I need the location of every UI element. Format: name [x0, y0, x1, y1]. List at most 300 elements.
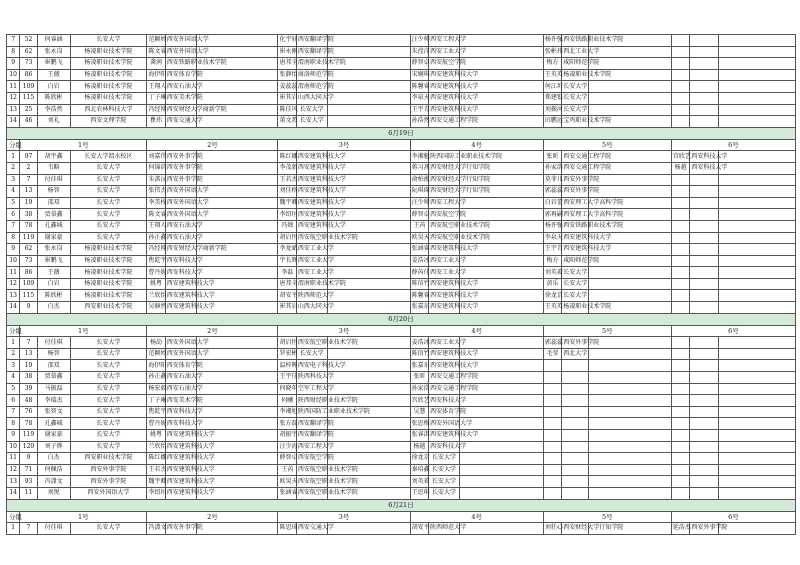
participant-school: 长安大学 — [70, 418, 147, 430]
participant-name: 西安翻译学院 — [296, 430, 327, 442]
group-header-row — [7, 139, 796, 151]
participant-name: 刘悦 — [37, 487, 70, 499]
participant-number: 张嘉东 — [410, 360, 428, 372]
participant-school — [719, 46, 796, 58]
participant-name: 西安建筑科技大学 — [429, 69, 460, 81]
row-index: 10 — [7, 255, 20, 267]
participant-number: 刘佳格 — [278, 186, 296, 198]
participant-name: 长安大学 — [562, 267, 589, 279]
participant-name: 西安建筑科技大学 — [429, 244, 460, 256]
participant-number: 王翔人 — [147, 81, 165, 93]
participant-number: 13 — [20, 186, 37, 198]
participant-name: 西安航空学院 — [429, 209, 460, 221]
participant-name: 西安建筑科技大学 — [165, 487, 196, 499]
participant-name: 西安石油大学 — [165, 220, 196, 232]
participant-name: 白岩 — [37, 278, 70, 290]
participant-name — [690, 35, 719, 47]
participant-number — [543, 360, 561, 372]
participant-school — [719, 162, 796, 174]
participant-name: 付佳琪 — [37, 337, 70, 349]
participant-number: 兰欣怡 — [147, 441, 165, 453]
participant-school — [719, 430, 796, 442]
participant-school — [719, 232, 796, 244]
participant-number: 郭蕊蕊 — [543, 337, 561, 349]
table-row — [7, 46, 796, 58]
participant-number: 71 — [20, 464, 37, 476]
table-row — [7, 232, 796, 244]
table-row — [7, 395, 796, 407]
participant-number — [671, 418, 689, 430]
participant-number: 丁子琳 — [147, 92, 165, 104]
participant-number: 魏宇卿 — [278, 197, 296, 209]
participant-number: 王若杰 — [147, 464, 165, 476]
participant-number — [671, 81, 689, 93]
participant-number: 胡安平 — [278, 290, 296, 302]
table-row — [7, 360, 796, 372]
participant-name: 长安大学 — [562, 278, 589, 290]
participant-school — [196, 232, 278, 244]
participant-number: 119 — [20, 232, 37, 244]
participant-number: 11 — [20, 487, 37, 499]
participant-name: 西安外事学院 — [165, 162, 196, 174]
participant-name: 何睿涵 — [37, 35, 70, 47]
participant-school — [719, 278, 796, 290]
participant-school — [459, 209, 543, 221]
participant-school: 长安大学 — [70, 232, 147, 244]
row-index: 12 — [7, 92, 20, 104]
participant-name — [690, 58, 719, 70]
participant-number — [543, 395, 561, 407]
group-header-label: 分组 — [7, 511, 20, 523]
participant-name: 长安大学 — [296, 104, 327, 116]
date-label: 6月19日 — [7, 127, 796, 139]
row-index: 2 — [7, 348, 20, 360]
participant-school: 西安外事学院 — [70, 476, 147, 488]
row-index: 7 — [7, 220, 20, 232]
participant-name — [690, 220, 719, 232]
participant-school — [719, 81, 796, 93]
participant-number: 汪少帅 — [410, 35, 428, 47]
participant-school: 西安职业技术学院 — [70, 302, 147, 314]
participant-number: 胡振宇 — [278, 430, 296, 442]
participant-number: 7 — [20, 523, 37, 535]
group-number-header: 6号 — [671, 325, 795, 337]
participant-name: 西安美术学院 — [165, 395, 196, 407]
participant-number: 2 — [20, 162, 37, 174]
participant-school — [588, 453, 671, 465]
participant-name: 西安翻译学院 — [296, 418, 327, 430]
participant-number: 109 — [20, 81, 37, 93]
participant-number: 张方磊 — [278, 418, 296, 430]
participant-name: 长安大学 — [429, 453, 460, 465]
participant-name — [690, 278, 719, 290]
participant-name: 西安交通工程学院 — [562, 151, 589, 163]
group-number-header: 1号 — [20, 139, 147, 151]
participant-school — [327, 348, 410, 360]
participant-school — [459, 487, 543, 499]
participant-number: 张涵睿 — [410, 244, 428, 256]
participant-number: 19 — [20, 197, 37, 209]
participant-name: 西安科技大学 — [165, 255, 196, 267]
participant-number: 陈红娜 — [278, 151, 296, 163]
participant-name — [690, 46, 719, 58]
table-row — [7, 302, 796, 314]
participant-name: 西安外事学院 — [562, 186, 589, 198]
participant-school — [588, 441, 671, 453]
participant-name: 杨智 — [37, 348, 70, 360]
participant-name — [690, 476, 719, 488]
participant-number: 刘狂心 — [543, 523, 561, 535]
table-row — [7, 372, 796, 384]
participant-name: 西安建筑科技大学 — [429, 430, 460, 442]
participant-school — [327, 302, 410, 314]
participant-name: 西安航空学院 — [429, 58, 460, 70]
table-row — [7, 337, 796, 349]
participant-number: 薛智卓 — [410, 209, 428, 221]
participant-name: 西安建筑科技大学 — [562, 244, 589, 256]
participant-name: 商洛师范学院 — [296, 69, 327, 81]
row-index: 12 — [7, 464, 20, 476]
participant-name: 西安财经大学行知学院 — [429, 174, 460, 186]
participant-school: 长安大学 — [70, 209, 147, 221]
participant-school — [719, 418, 796, 430]
participant-name — [690, 372, 719, 384]
participant-name: 西安翻译学院 — [296, 46, 327, 58]
group-number-header: 4号 — [410, 511, 543, 523]
participant-number: 张睿淇 — [410, 430, 428, 442]
table-row — [7, 430, 796, 442]
participant-name: 西安外事学院 — [562, 174, 589, 186]
row-index: 10 — [7, 69, 20, 81]
participant-name: 刘礼 — [37, 116, 70, 128]
participant-name — [690, 267, 719, 279]
participant-name: 崔鹏飞 — [37, 58, 70, 70]
table-row — [7, 487, 796, 499]
participant-number: 冯经博 — [147, 104, 165, 116]
table-row — [7, 35, 796, 47]
participant-school — [719, 372, 796, 384]
participant-school — [719, 69, 796, 81]
participant-number: 姜浩冰 — [410, 337, 428, 349]
group-header-label: 分组 — [7, 325, 20, 337]
participant-name — [562, 372, 589, 384]
participant-number — [671, 267, 689, 279]
participant-school — [459, 464, 543, 476]
participant-number: 兰欣怡 — [147, 290, 165, 302]
participant-number: 欧昊天 — [410, 232, 428, 244]
participant-school: 长安大学 — [70, 441, 147, 453]
participant-name — [690, 197, 719, 209]
group-number-header: 1号 — [20, 325, 147, 337]
participant-name: 西安科技大学 — [690, 162, 719, 174]
participant-number — [671, 476, 689, 488]
participant-name: 西安财经大学商新学院 — [165, 104, 196, 116]
participant-name: 西安工业大学 — [296, 244, 327, 256]
participant-school: 长安大学 — [70, 360, 147, 372]
participant-name — [562, 487, 589, 499]
participant-school — [588, 255, 671, 267]
participant-name: 孔鑫城 — [37, 418, 70, 430]
participant-name: 长安大学 — [562, 290, 589, 302]
participant-name: 西安工业大学 — [296, 267, 327, 279]
participant-name: 西安交通工程学院 — [562, 162, 589, 174]
participant-number — [543, 406, 561, 418]
participant-number: 田鹏远 — [543, 116, 561, 128]
participant-school — [719, 35, 796, 47]
table-row — [7, 116, 796, 128]
participant-name: 西安建筑科技大学 — [296, 162, 327, 174]
participant-school — [588, 104, 671, 116]
participant-school — [719, 186, 796, 198]
participant-name: 西安体育学院 — [429, 406, 460, 418]
participant-school: 长安大学 — [70, 162, 147, 174]
participant-number: 李泉天 — [543, 232, 561, 244]
participant-number — [671, 220, 689, 232]
participant-name: 西安铁路职业技术学院 — [562, 220, 589, 232]
table-row — [7, 418, 796, 430]
participant-name: 张永岗 — [37, 46, 70, 58]
participant-school — [196, 116, 278, 128]
participant-number: 海伊阳 — [147, 360, 165, 372]
participant-number: 张嘉东 — [410, 302, 428, 314]
participant-name: 西安工程大学 — [429, 35, 460, 47]
participant-name: 李瑞杰 — [37, 395, 70, 407]
participant-number: 115 — [20, 92, 37, 104]
participant-name: 西安建筑科技大学 — [296, 174, 327, 186]
participant-name: 西安外国语大学 — [165, 209, 196, 221]
row-index: 11 — [7, 453, 20, 465]
participant-number: 宇长辉 — [278, 255, 296, 267]
table-row — [7, 476, 796, 488]
participant-school: 杨凌职业技术学院 — [70, 81, 147, 93]
participant-school — [196, 151, 278, 163]
participant-name: 西安航空职业技术学院 — [296, 464, 327, 476]
participant-school — [588, 406, 671, 418]
participant-name: 西安建筑科技大学 — [429, 278, 460, 290]
participant-name: 谢家豪 — [37, 430, 70, 442]
participant-name: 西安交通工程学院 — [429, 383, 460, 395]
participant-school — [719, 441, 796, 453]
participant-school — [459, 35, 543, 47]
participant-school: 长安大学 — [70, 174, 147, 186]
participant-school — [588, 348, 671, 360]
participant-name: 张智文 — [37, 406, 70, 418]
participant-number — [671, 360, 689, 372]
participant-number: 王宇青 — [543, 244, 561, 256]
participant-number: 38 — [20, 372, 37, 384]
participant-number: 刘英着 — [543, 267, 561, 279]
participant-school — [719, 348, 796, 360]
participant-name: 西安交通工程学院 — [429, 372, 460, 384]
participant-school — [588, 267, 671, 279]
participant-number: 孙家浩 — [410, 383, 428, 395]
participant-school: 杨凌职业技术学院 — [70, 290, 147, 302]
participant-name: 西安交通工程学院 — [429, 116, 460, 128]
participant-school: 长安大学 — [70, 337, 147, 349]
participant-number: 119 — [20, 430, 37, 442]
participant-number: 120 — [20, 441, 37, 453]
participant-number — [543, 464, 561, 476]
row-index: 9 — [7, 430, 20, 442]
participant-number: 王英英 — [543, 302, 561, 314]
participant-name: 西安工业大学 — [429, 337, 460, 349]
row-index: 8 — [7, 46, 20, 58]
participant-name — [690, 244, 719, 256]
participant-name: 西安建筑科技大学 — [296, 186, 327, 198]
participant-name: 西安财经大学商新学院 — [165, 244, 196, 256]
participant-number: 海伊阳 — [147, 69, 165, 81]
participant-number — [671, 278, 689, 290]
participant-school — [719, 453, 796, 465]
participant-name: 陕西师范大学 — [429, 523, 460, 535]
participant-number — [671, 406, 689, 418]
participant-number: 姜浩冰 — [410, 255, 428, 267]
participant-number: 陈佳风 — [278, 104, 296, 116]
participant-number — [671, 104, 689, 116]
participant-school — [196, 162, 278, 174]
participant-name: 西安交通大学 — [165, 116, 196, 128]
participant-school — [327, 418, 410, 430]
participant-name: 渭南职业技术学院 — [296, 278, 327, 290]
participant-name — [690, 92, 719, 104]
participant-school — [588, 395, 671, 407]
row-index: 3 — [7, 174, 20, 186]
participant-name: 渭南职业技术学院 — [296, 58, 327, 70]
participant-number: 吴赫然 — [147, 302, 165, 314]
participant-number — [543, 453, 561, 465]
participant-school — [588, 290, 671, 302]
participant-name: 西安建筑科技大学 — [165, 430, 196, 442]
participant-name — [690, 487, 719, 499]
participant-school — [459, 441, 543, 453]
participant-number: 蒋习燕 — [410, 162, 428, 174]
participant-number: 郭蕊蕊 — [543, 186, 561, 198]
participant-number: 冯潇文 — [147, 523, 165, 535]
participant-number — [671, 383, 689, 395]
participant-school — [719, 197, 796, 209]
participant-school — [719, 476, 796, 488]
participant-name: 王薇 — [37, 267, 70, 279]
participant-number: 陈信竹 — [410, 278, 428, 290]
group-number-header: 5号 — [543, 325, 671, 337]
participant-number — [671, 441, 689, 453]
participant-name: 西安财经大学行知学院 — [429, 186, 460, 198]
participant-name: 西安外国语大学 — [165, 197, 196, 209]
participant-number — [543, 383, 561, 395]
participant-name: 陕西国防工业职业技术学院 — [296, 406, 327, 418]
participant-number: 52 — [20, 35, 37, 47]
row-index: 4 — [7, 372, 20, 384]
participant-name — [562, 406, 589, 418]
row-index: 1 — [7, 337, 20, 349]
participant-name: 咸阳师范学院 — [562, 58, 589, 70]
participant-number: 瞿玮 — [147, 116, 165, 128]
participant-school — [588, 81, 671, 93]
participant-school — [719, 464, 796, 476]
participant-name: 孔鑫城 — [37, 220, 70, 232]
group-number-header: 2号 — [147, 511, 278, 523]
participant-name: 咸阳师范学院 — [562, 255, 589, 267]
participant-number: 吴慧 — [410, 406, 428, 418]
participant-number — [671, 372, 689, 384]
table-row — [7, 244, 796, 256]
participant-name: 空军工程大学 — [296, 383, 327, 395]
table-row — [7, 209, 796, 221]
participant-school — [719, 174, 796, 186]
participant-name — [690, 290, 719, 302]
participant-name: 付佳琪 — [37, 174, 70, 186]
participant-number: 徐龙京 — [543, 290, 561, 302]
table-row — [7, 69, 796, 81]
group-number-header: 3号 — [278, 139, 410, 151]
row-index: 3 — [7, 360, 20, 372]
participant-school — [459, 58, 543, 70]
participant-number: 郭再嗣 — [543, 209, 561, 221]
participant-name — [690, 383, 719, 395]
participant-name: 崔鹏飞 — [37, 255, 70, 267]
participant-number — [671, 46, 689, 58]
participant-school: 长安大学 — [70, 220, 147, 232]
group-number-header: 5号 — [543, 139, 671, 151]
participant-school — [459, 523, 543, 535]
participant-school — [196, 69, 278, 81]
participant-name: 西安外国语大学 — [165, 348, 196, 360]
participant-name: 西安石油大学 — [165, 383, 196, 395]
participant-school — [327, 46, 410, 58]
participant-number: 19 — [20, 360, 37, 372]
row-index: 11 — [7, 81, 20, 93]
table-row — [7, 453, 796, 465]
participant-number: 温梓晖 — [278, 360, 296, 372]
participant-school — [719, 104, 796, 116]
participant-number — [671, 464, 689, 476]
table-row — [7, 186, 796, 198]
participant-number: 王芮 — [410, 220, 428, 232]
participant-school — [459, 406, 543, 418]
table-row — [7, 81, 796, 93]
participant-number — [671, 244, 689, 256]
participant-number: 48 — [20, 395, 37, 407]
participant-school — [196, 406, 278, 418]
participant-name — [690, 232, 719, 244]
participant-name — [690, 406, 719, 418]
participant-number: 孙正鑫 — [147, 232, 165, 244]
participant-name — [562, 476, 589, 488]
participant-number: 范颖婷 — [147, 348, 165, 360]
participant-name: 西安建筑科技大学 — [165, 278, 196, 290]
participant-name: 西安建筑科技大学 — [429, 302, 460, 314]
participant-number: 曹丹妮 — [147, 267, 165, 279]
row-index: 14 — [7, 302, 20, 314]
participant-name: 西安航空职业技术学院 — [429, 232, 460, 244]
participant-school — [719, 267, 796, 279]
row-index: 7 — [7, 35, 20, 47]
group-number-header: 3号 — [278, 325, 410, 337]
participant-number: 姜蕊蕊 — [278, 81, 296, 93]
participant-name: 西安石油大学 — [165, 372, 196, 384]
participant-name: 渭南师范学院 — [296, 81, 327, 93]
participant-school — [719, 58, 796, 70]
participant-school — [459, 255, 543, 267]
participant-school: 西安职业技术学院 — [70, 453, 147, 465]
table-row — [7, 58, 796, 70]
participant-school — [719, 302, 796, 314]
participant-number — [671, 174, 689, 186]
participant-number: 李磊 — [278, 267, 296, 279]
participant-name — [562, 395, 589, 407]
participant-name: 西安电子科技大学 — [296, 360, 327, 372]
participant-name: 西安航空职业技术学院 — [296, 487, 327, 499]
